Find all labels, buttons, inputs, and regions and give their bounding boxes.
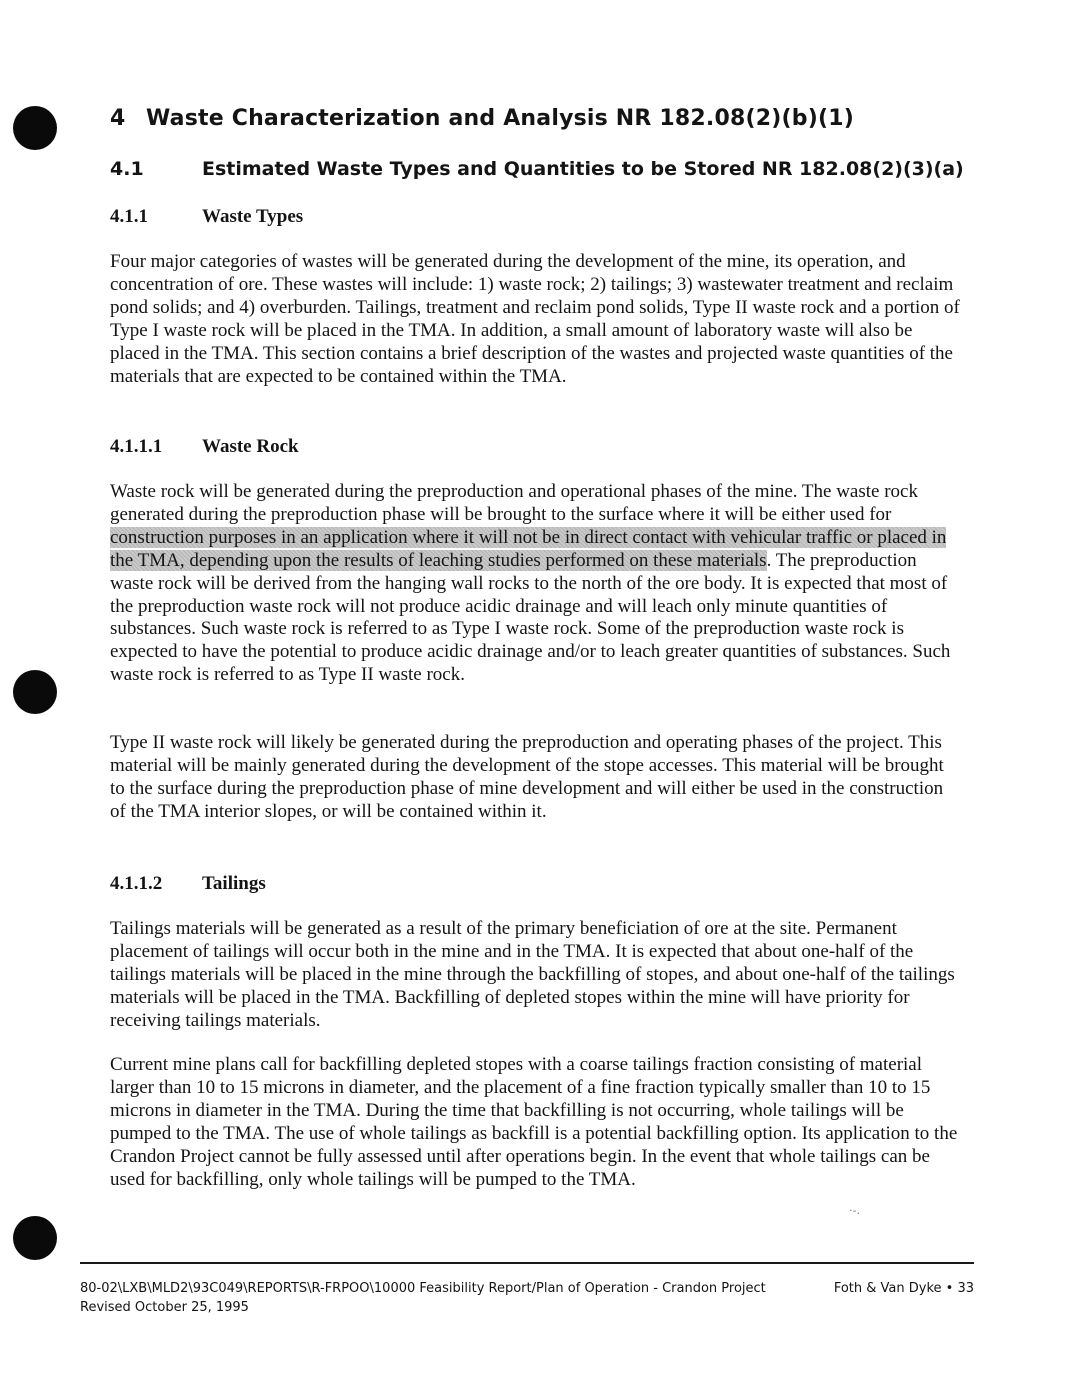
section-number: 4.1.1 xyxy=(110,206,148,227)
tailings-paragraph-1: Tailings materials will be generated as a result of the primary beneficiation of ore at the site. Permanent placement of tailings will occur both in the mine and in the TMA. It is expected that about one-half of the tailings materials will be placed in the mine through the backfilling of stopes, and about one-half of the tailings materials will be placed in the TMA. Backfilling of depleted stopes within the mine will have priority for receiving tailings materials. xyxy=(110,918,955,1031)
section-title: Waste Rock xyxy=(202,436,299,457)
footer-company-page: Foth & Van Dyke • 33 xyxy=(833,1281,974,1296)
highlighted-text: construction purposes in an application where it will not be in direct contact with vehicular traffic or placed in the TMA, depending upon the results of leaching studies performed on these materials xyxy=(110,526,947,571)
tailings-paragraph-2: Current mine plans call for backfilling depleted stopes with a coarse tailings fraction consisting of material larger than 10 to 15 microns in diameter, and the placement of a fine fraction typically smaller than 10 to 15 microns in diameter in the TMA. During the time that backfilling is not occurring, whole tailings will be pumped to the TMA. The use of whole tailings as backfill is a potential backfilling option. Its application to the Crandon Project cannot be fully assessed until after operations begin. In the event that whole tailings can be used for backfilling, only whole tailings will be pumped to the TMA. xyxy=(110,1054,958,1190)
section-number: 4 xyxy=(110,106,126,131)
section-heading-4-1-1-2 xyxy=(110,873,266,895)
section-title: Estimated Waste Types and Quantities to be Stored NR 182.08(2)(3)(a) xyxy=(202,158,964,180)
section-title: Waste Types xyxy=(202,206,304,227)
section-number: 4.1.1.1 xyxy=(110,436,163,457)
section-number: 4.1.1.2 xyxy=(110,873,163,894)
footer-file-path: 80-02\LXB\MLD2\93C049\REPORTS\R-FRPOO\10000 Feasibility Report/Plan of Operation - Crandon Project xyxy=(80,1281,766,1296)
section-heading-4-1-1-1 xyxy=(110,436,299,458)
waste-types-paragraph: Four major categories of wastes will be generated during the development of the mine, its operation, and concentration of ore. These wastes will include: 1) waste rock; 2) tailings; 3) wastewater treatment and reclaim pond solids; and 4) overburden. Tailings, treatment and reclaim pond solids, Type II waste rock and a portion of Type I waste rock will be placed in the TMA. In addition, a small amount of laboratory waste will also be placed in the TMA. This section contains a brief description of the wastes and projected waste quantities of the materials that are expected to be contained within the TMA. xyxy=(110,251,960,387)
paragraph-text: . The preproduction waste rock will be derived from the hanging wall rocks to the north of the ore body. It is expected that most of the preproduction waste rock will not produce acidic drainage and will leach only minute quantities of substances. Such waste rock is referred to as Type I waste rock. Some of the preproduction waste rock is expected to have the potential to produce acidic drainage and/or to leach greater quantities of substances. Such waste rock is referred to as Type II waste rock. xyxy=(110,549,951,686)
scan-artifact: ·-. xyxy=(849,1204,860,1217)
section-title: Tailings xyxy=(202,873,266,894)
section-number: 4.1 xyxy=(110,158,144,180)
waste-rock-paragraph-1 xyxy=(110,481,962,687)
footer-left xyxy=(80,1279,766,1317)
footer-rule xyxy=(80,1262,974,1264)
footer-revised-date: Revised October 25, 1995 xyxy=(80,1300,249,1315)
paragraph-text: Waste rock will be generated during the preproduction and operational phases of the mine. The waste rock generated during the preproduction phase will be brought to the surface where it will be either used for xyxy=(110,481,918,525)
section-heading-4-1-1 xyxy=(110,206,303,228)
section-heading-4-1 xyxy=(110,158,964,180)
section-heading-4 xyxy=(110,106,854,131)
section-title: Waste Characterization and Analysis NR 182.08(2)(b)(1) xyxy=(146,106,854,131)
waste-rock-paragraph-2: Type II waste rock will likely be generated during the preproduction and operating phases of the project. This material will be mainly generated during the development of the stope accesses. This material will be brought to the surface during the preproduction phase of mine development and will either be used in the construction of the TMA interior slopes, or will be contained within it. xyxy=(110,732,944,822)
